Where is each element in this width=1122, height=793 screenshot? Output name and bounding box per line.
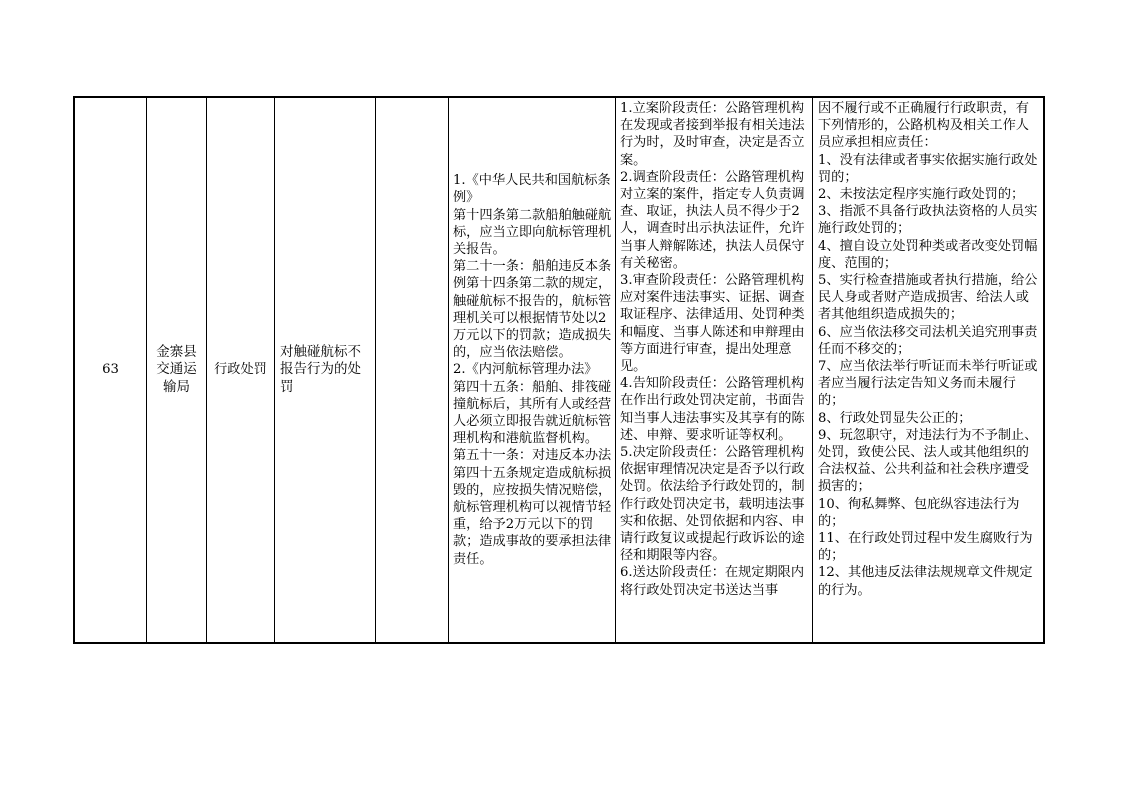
accountability-item: 2、未按法定程序实施行政处罚的； — [818, 187, 1025, 203]
responsibility-item: 6.送达阶段责任：在规定期限内将行政处罚决定书送达当事 — [620, 565, 805, 598]
department-cell — [147, 98, 207, 642]
responsibility-item: 2.调查阶段责任：公路管理机构对立案的案件，指定专人负责调查、取证，执法人员不得少于2人，调查时出示执法证件，允许当事人辩解陈述，执法人员保守有关秘密。 — [620, 169, 805, 271]
accountability-item: 9、玩忽职守，对违法行为不予制止、处罚，致使公民、法人或其他组织的合法权益、公共利益和社会秩序遭受损害的； — [818, 427, 1038, 495]
accountability-item: 5、实行检查措施或者执行措施，给公民人身或者财产造成损害、给法人或者其他组织造成损失的； — [818, 273, 1038, 323]
responsibility-item: 3.审查阶段责任：公路管理机构应对案件违法事实、证据、调查取证程序、法律适用、处罚种类和幅度、当事人陈述和申辩理由等方面进行审查，提出处理意见。 — [620, 273, 805, 375]
responsibility-item: 4.告知阶段责任：公路管理机构在作出行政处罚决定前，书面告知当事人违法事实及其享有的陈述、申辩、要求听证等权利。 — [620, 376, 805, 443]
power-type: 行政处罚 — [214, 362, 267, 378]
accountability-item: 3、指派不具备行政执法资格的人员实施行政处罚的； — [818, 204, 1038, 237]
basis-paragraph: 第十四条第二款船舶触碰航标，应当立即向航标管理机关报告。 — [453, 207, 612, 257]
basis-paragraph: 第四十五条：船舶、排筏碰撞航标后，其所有人或经营人必须立即报告就近航标管理机构和港航监督机构。 — [453, 379, 612, 447]
basis-paragraph: 第二十一条：船舶违反本条例第十四条第二款的规定，触碰航标不报告的，航标管理机关可以根据情节处以2万元以下的罚款；造成损失的，应当依法赔偿。 — [453, 259, 612, 361]
accountability-cell — [813, 98, 1043, 642]
department-name: 金寨县交通运输局 — [156, 343, 197, 395]
responsibility-cell — [616, 98, 813, 642]
basis-paragraph: 1.《中华人民共和国航标条例》 — [453, 173, 611, 206]
basis-paragraph: 第五十一条：对违反本办法第四十五条规定造成航标损毁的，应按损失情况赔偿，航标管理机构可以视情节轻重，给予2万元以下的罚款；造成事故的要承担法律责任。 — [453, 448, 612, 567]
row-number-cell — [75, 98, 147, 642]
accountability-item: 10、徇私舞弊、包庇纵容违法行为的； — [818, 496, 1020, 529]
legal-basis-text — [449, 172, 615, 568]
accountability-item: 因不履行或不正确履行行政职责，有下列情形的，公路机构及相关工作人员应承担相应责任： — [818, 101, 1029, 151]
power-list-table-row — [73, 96, 1045, 644]
accountability-item: 7、应当依法举行听证而未举行听证或者应当履行法定告知义务而未履行的； — [818, 359, 1038, 409]
accountability-item: 6、应当依法移交司法机关追究刑事责任而不移交的； — [818, 324, 1038, 357]
basis-paragraph: 2.《内河航标管理办法》 — [453, 362, 598, 378]
row-number: 63 — [102, 362, 119, 378]
responsibility-text — [616, 98, 812, 599]
responsibility-item: 1.立案阶段责任：公路管理机构在发现或者接到举报有相关违法行为时，及时审查，决定是否立案。 — [620, 101, 805, 168]
item-name-cell — [275, 98, 376, 642]
accountability-item: 12、其他违反法律法规规章文件规定的行为。 — [818, 565, 1033, 598]
power-type-cell — [207, 98, 275, 642]
accountability-item: 8、行政处罚显失公正的； — [818, 410, 972, 426]
responsibility-item: 5.决定阶段责任：公路管理机构依据审理情况决定是否予以行政处罚。依法给予行政处罚的，制作行政处罚决定书，载明违法事实和依据、处罚依据和内容、申请行政复议或提起行政诉讼的途径和期限等内容。 — [620, 445, 805, 564]
accountability-item: 11、在行政处罚过程中发生腐败行为的； — [818, 531, 1033, 564]
legal-basis-cell — [449, 98, 616, 642]
item-name: 对触碰航标不报告行为的处罚 — [280, 343, 361, 395]
accountability-text — [813, 98, 1043, 599]
accountability-item: 4、擅自设立处罚种类或者改变处罚幅度、范围的； — [818, 238, 1038, 271]
accountability-item: 1、没有法律或者事实依据实施行政处罚的； — [818, 152, 1038, 185]
sub-item-cell — [376, 98, 449, 642]
